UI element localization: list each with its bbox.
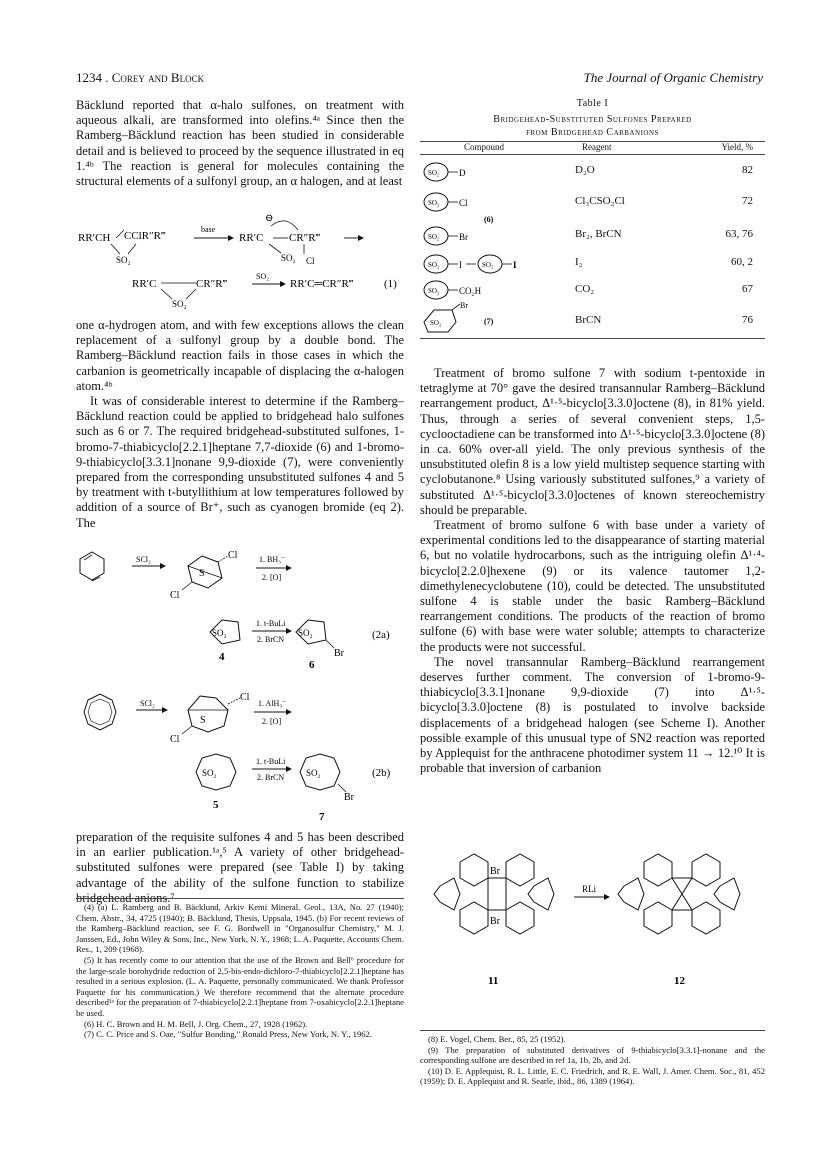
compound-4: 4	[219, 651, 225, 663]
eq2-cl-d: Cl	[170, 734, 180, 745]
reagent: BrCN	[575, 314, 602, 326]
eq2-so2-6: SO₂	[298, 628, 313, 638]
svg-text:SO₂: SO₂	[428, 233, 440, 241]
svg-text:Cl: Cl	[459, 198, 468, 208]
eq2-cl-a: Cl	[228, 550, 238, 561]
eq2-tag-b: (2b)	[372, 767, 391, 779]
eq1-reactant-b: CClR″R‴	[124, 230, 166, 242]
left-paragraph-4: preparation of the requisite sulfones 4 and 5 has been described in an earlier publication.¹ᵃ,⁵ A variety of other bridgehead-substituted sulfones were prepared (see Table I) by taking advantage of the ability of the sulfone function to stabilize bridgehead anions.⁷	[76, 830, 404, 905]
eq1-so2-b: SO₂	[281, 253, 296, 263]
footnote-7: (7) C. C. Price and S. Oae, "Sulfur Bonding," Ronald Press, New York, N. Y., 1962.	[84, 1029, 372, 1040]
footnotes-right	[420, 1034, 765, 1087]
svg-text:Br: Br	[460, 301, 468, 310]
reagent: I₂	[575, 256, 583, 268]
right-paragraph-1: Treatment of bromo sulfone 7 with sodium t-pentoxide in tetraglyme at 70° gave the desired transannular Ramberg–Bäcklund rearrangement product, Δ¹·⁵-bicyclo[3.3.0]octene (8), in 81% yield. Thus, through a series of several convenient steps, 1,5-cyclooctadiene can be transformed into Δ¹·⁵-bicyclo[3.3.0]octene (8) in ca. 60% over-all yield. The only previous synthesis of the unsubstituted olefin 8 is a low yield multistep sequence starting with cyclobutanone.⁸ Using variously substituted sulfones,⁹ a variety of substituted Δ¹·⁵-bicyclo[3.3.0]octenes of known stereochemistry should be preparable.	[420, 366, 765, 517]
compound-6: 6	[309, 659, 315, 671]
eq2-scl2-a: SCl₂	[136, 555, 151, 564]
scheme-11-12	[430, 842, 760, 1020]
eq2-ox-b: 2. [O]	[262, 717, 282, 726]
eq1-number: (1)	[384, 278, 397, 290]
yield: 63, 76	[725, 228, 753, 240]
svg-text:Br: Br	[459, 232, 468, 242]
svg-text:SO₂: SO₂	[428, 261, 440, 269]
eq1-intermediate-b: CR″R‴	[289, 232, 321, 244]
reagent: Br₂, BrCN	[575, 228, 622, 240]
table-title-line-1: Bridgehead-Substituted Sulfones Prepared	[493, 114, 692, 125]
eq2-so2-5: SO₂	[202, 768, 217, 778]
yield: 72	[742, 195, 753, 207]
eq1-reactant-a: RR′CH	[78, 232, 111, 244]
eq2-s-b: S	[200, 715, 206, 726]
eq2-br-7: Br	[344, 792, 354, 803]
table-row	[420, 164, 765, 184]
eq2-brcn-b: 2. BrCN	[257, 773, 285, 782]
table-structures	[420, 158, 570, 338]
eq1-product-b: CR″R‴	[196, 278, 228, 290]
eq2-buli-a: 1. t-BuLi	[256, 619, 286, 628]
footnotes-left	[76, 902, 404, 1040]
eq2-tag-a: (2a)	[372, 629, 390, 641]
eq1-final-product: RR′C═CR″R‴	[290, 278, 354, 290]
eq1-intermediate-a: RR′C	[239, 232, 264, 244]
svg-text:CO₂H: CO₂H	[459, 286, 482, 296]
left-paragraph-1: Bäcklund reported that α-halo sulfones, on treatment with aqueous alkali, are transformed into olefins.⁴ᵃ Since then the Ramberg–Bäcklund reaction has been studied in considerable detail and is believed to proceed by the sequence illustrated in eq 1.⁴ᵇ The reaction is general for molecules containing the structural elements of a sulfonyl group, an α halogen, and at least	[76, 98, 404, 189]
svg-text:SO₂: SO₂	[430, 319, 442, 327]
eq2-ox-a: 2. [O]	[262, 573, 282, 582]
eq2-brcn-a: 2. BrCN	[257, 635, 285, 644]
right-paragraph-3: The novel transannular Ramberg–Bäcklund rearrangement deserves further comment. The conversion of 1-bromo-9-thiabicyclo[3.3.1]nonane 9,9-dioxide (7) into Δ¹·⁵-bicyclo[3.3.0]octene (8) is postulated to involve backside displacements of a bridgehead halogen (see Scheme I). Another possible example of this unusual type of SN2 reaction was reported by Applequist for the anthracene photodimer system 11 → 12.¹⁰ It is probable that inversion of carbanion	[420, 654, 765, 776]
footnote-9: (9) The preparation of substituted derivatives of 9-thiabicyclo[3.3.1]-nonane and the corresponding sulfone are described in ref 1a, 1b, 2b, and 2d.	[420, 1044, 765, 1066]
page-number: 1234	[76, 70, 102, 85]
scheme-br-b: Br	[490, 916, 500, 927]
scheme-rli: RLi	[582, 884, 597, 894]
svg-text:SO₂: SO₂	[428, 169, 440, 177]
scheme-br-a: Br	[490, 866, 500, 877]
eq1-so2-a: SO₂	[116, 255, 131, 265]
eq2-cl-b: Cl	[170, 590, 180, 601]
compound-11: 11	[488, 975, 499, 987]
reagent: CO₂	[575, 283, 595, 295]
equation-2	[76, 548, 406, 824]
table-row	[420, 314, 765, 334]
table-row	[420, 195, 765, 215]
eq1-product-a: RR′C	[132, 278, 157, 290]
col-compound: Compound	[464, 142, 505, 152]
authors: Corey and Block	[111, 70, 205, 85]
eq1-so2-c: SO₂	[172, 299, 187, 309]
eq1-arrow-label-base: base	[201, 225, 216, 234]
table-row	[420, 228, 765, 248]
yield: 60, 2	[731, 256, 753, 268]
equation-1	[76, 212, 406, 312]
svg-text:D: D	[459, 168, 466, 178]
reagent: Cl₃CSO₂Cl	[575, 195, 625, 207]
compound-7: 7	[319, 811, 325, 823]
eq2-so2-7: SO₂	[306, 768, 321, 778]
svg-text:SO₂: SO₂	[428, 287, 440, 295]
col-yield: Yield, %	[721, 142, 753, 152]
right-paragraph-2: Treatment of bromo sulfone 6 with base under a variety of experimental conditions led to the disappearance of starting material 6, but no volatile hydrocarbons, such as the intriguing olefin Δ¹·⁴-bicyclo[2.2.0]hexene (9) or its valence tautomer 1,2-dimethylenecyclobutene (10), could be detected. The unsubstituted sulfone 4 is stable under the basic Ramberg–Bäcklund rearrangement conditions. The products of the reaction of bromo sulfone (6) with base were water soluble; attempts to characterize the products were not successful.	[420, 518, 765, 654]
eq2-buli-b: 1. t-BuLi	[256, 757, 286, 766]
eq2-br-6: Br	[334, 648, 344, 659]
table-title-line-2: from Bridgehead Carbanions	[526, 127, 659, 138]
table-rule-bottom	[420, 338, 765, 339]
table-label: Table I	[576, 98, 609, 109]
yield: 82	[742, 164, 753, 176]
table-rule-header	[420, 154, 765, 155]
footnote-rule-left	[76, 898, 404, 899]
reagent: D₂O	[575, 164, 595, 176]
eq1-cl: Cl	[306, 256, 315, 266]
right-text	[420, 366, 765, 776]
eq2-cl-c: Cl	[240, 692, 250, 703]
col-reagent: Reagent	[582, 142, 612, 152]
left-paragraph-2: one α-hydrogen atom, and with few exceptions allows the clean replacement of a sulfonyl group by a double bond. The Ramberg–Bäcklund reaction fails in those cases in which the carbanion is geometrically incapable of displacing the α-halogen atom.⁴ᵇ It was of considerable interest to determine if the Ramberg–Bäcklund reaction could be applied to bridgehead halo sulfones such as 6 or 7. The required bridgehead-substituted sulfones, 1-bromo-7-thiabicyclo[2.2.1]heptane 7,7-dioxide (6) and 1-bromo-9-thiabicyclo[3.3.1]nonane 9,9-dioxide (7), were conveniently prepared from the corresponding unsubstituted sulfones 4 and 5 by treatment with t-butyllithium at low temperatures followed by addition of a source of Br⁺, such as cyanogen bromide (eq 2). The	[76, 318, 404, 530]
footnote-4: (4) (a) L. Ramberg and B. Bäcklund, Arkiv Kemi Mineral. Geol., 13A, No. 27 (1940); Chem. Abstr., 34, 4725 (1940); B. Bäcklund, Thesis, Uppsala, 1945. (b) For recent reviews of the Ramberg–Bäcklund reaction, see F. G. Bordwell in "Organosulfur Chemistry," M. J. Janssen, Ed., John Wiley & Sons, Inc., New York, N. Y., 1968; L. A. Paquette, Accounts Chem. Res., 1, 209 (1968).	[76, 902, 404, 955]
svg-text:SO₂: SO₂	[482, 261, 494, 269]
svg-text:I: I	[459, 260, 462, 270]
footnote-8: (8) E. Vogel, Chem. Ber., 85, 25 (1952).	[428, 1034, 566, 1044]
table-tag-7: (7)	[484, 317, 494, 326]
eq2-bh3: 1. BH₃⁻	[259, 555, 286, 564]
footnote-6: (6) H. C. Brown and H. M. Bell, J. Org. Chem., 27, 1928 (1962).	[84, 1018, 308, 1029]
journal-title: The Journal of Organic Chemistry	[583, 70, 763, 85]
yield: 67	[742, 283, 753, 295]
svg-text:SO₂: SO₂	[428, 199, 440, 207]
table-tag-6: (6)	[484, 215, 494, 224]
yield: 76	[742, 314, 753, 326]
footnote-10: (10) D. E. Applequist, R. L. Little, E. C. Friedrich, and R. E. Wall, J. Amer. Chem. Soc., 81, 452 (1959); D. E. Applequist and R. Searle, ibid., 86, 1389 (1964).	[420, 1065, 765, 1087]
svg-text:I: I	[513, 260, 517, 270]
eq2-s-a: S	[199, 568, 205, 579]
compound-12: 12	[674, 975, 685, 987]
footnote-5: (5) It has recently come to our attention that the use of the Brown and Bell⁶ procedure for the large-scale borohydride reduction of 2,5-bis-endo-dichloro-7-thiabicyclo[2.2.1]heptane has resulted in a serious explosion. (L. A. Paquette, personally communicated. We thank Professor Paquette for his communication.) We therefore recommend that the alternate procedure described¹ᵃ for the preparation of 7-thiabicyclo[2.2.1]heptane from 7-oxabicyclo[2.2.1]heptane be used.	[76, 954, 404, 1018]
eq1-arrow-label-so2: SO₂	[256, 272, 270, 281]
table-row	[420, 283, 765, 303]
eq2-so2-4: SO₂	[212, 628, 227, 638]
compound-12-structure	[618, 854, 740, 934]
eq2-scl2-b: SCl₂	[140, 699, 155, 708]
eq2-alh3: 1. AlH₃⁻	[258, 699, 287, 708]
eq1-minus: ⊖	[265, 213, 274, 224]
table-row	[420, 256, 765, 276]
running-header-left: 1234 . Corey and Block	[76, 70, 205, 85]
compound-5: 5	[213, 799, 219, 811]
footnote-rule-right	[420, 1030, 765, 1031]
